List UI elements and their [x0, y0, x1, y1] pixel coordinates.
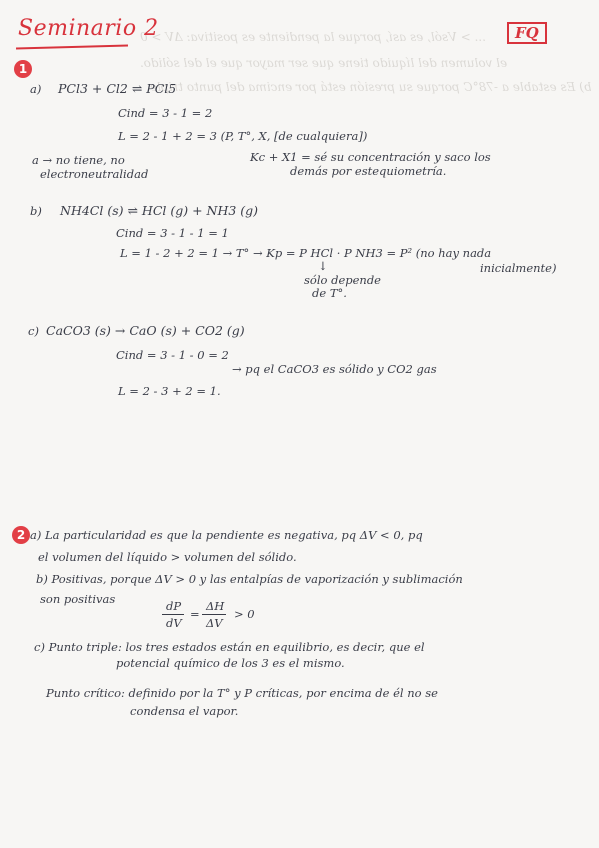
s1c-cind-note: → pq el CaCO3 es sólido y CO2 gas — [232, 362, 437, 376]
s1a-reaction: PCl3 + Cl2 ⇌ PCl5 — [58, 81, 177, 96]
s2-critico-line-1: Punto crítico: definido por la T° y P críticas, por encima de él no se — [46, 686, 438, 700]
section-2-number: 2 — [12, 526, 30, 544]
s1a-cind: Cind = 3 - 1 = 2 — [118, 106, 213, 120]
s2c-line-2: potencial químico de los 3 es el mismo. — [116, 656, 345, 670]
s1a-libertad: L = 2 - 1 + 2 = 3 (P, T°, X, [de cualquiera]) — [118, 129, 368, 143]
fraction-rhs-numerator: ΔH — [206, 599, 225, 613]
s1a-note-right-2: demás por estequiometría. — [290, 164, 447, 178]
s1b-arrow-note-1: sólo depende — [304, 273, 381, 287]
title-underline — [16, 45, 128, 50]
s2b-line-2: son positivas — [40, 592, 116, 606]
page-title: Seminario 2 — [18, 16, 159, 41]
show-through-line-1: ... > Vsól, es así, porque la pendiente es positiva: ΔV > 0 — [140, 30, 486, 44]
fraction-lhs-numerator: dP — [166, 599, 182, 613]
s1b-arrow: ↓ — [318, 259, 328, 273]
s1a-note-left-2: electroneutralidad — [40, 167, 149, 181]
s1c-label: c) — [28, 324, 39, 338]
section-1-number: 1 — [14, 60, 32, 78]
s1b-cind: Cind = 3 - 1 - 1 = 1 — [116, 226, 229, 240]
s2a-line-1: a) La particularidad es que la pendiente es negativa, pq ΔV < 0, pq — [30, 528, 423, 542]
fraction-equals: = — [190, 607, 200, 621]
s1c-libertad: L = 2 - 3 + 2 = 1. — [118, 384, 221, 398]
fraction-lhs-denominator: dV — [166, 616, 182, 630]
s1b-reaction: NH4Cl (s) ⇌ HCl (g) + NH3 (g) — [60, 203, 259, 218]
subject-badge: FQ — [507, 22, 547, 44]
s1a-note-left-1: a → no tiene, no — [32, 153, 125, 167]
s1b-arrow-note-2: de T°. — [312, 286, 347, 300]
show-through-line-2: el volumen del líquido tiene que ser mayor que el del sólido. — [140, 56, 508, 70]
s1c-cind: Cind = 3 - 1 - 0 = 2 — [116, 348, 229, 362]
s2a-line-2: el volumen del líquido > volumen del sólido. — [38, 550, 297, 564]
s2c-line-1: c) Punto triple: los tres estados están en equilibrio, es decir, que el — [34, 640, 425, 654]
fraction-lhs-bar — [162, 614, 184, 615]
s1b-note-right: inicialmente) — [480, 261, 557, 275]
fraction-tail: > 0 — [234, 607, 255, 621]
s1a-note-right-1: Kc + X1 = sé su concentración y saco los — [250, 150, 491, 164]
fraction-rhs-bar — [202, 614, 226, 615]
s1b-label: b) — [30, 204, 42, 218]
show-through-line-3: b) Es estable a -78°C porque su presión está por encima del punto triple — [150, 80, 592, 94]
s2b-line-1: b) Positivas, porque ΔV > 0 y las entalpías de vaporización y sublimación — [36, 572, 463, 586]
s1a-label: a) — [30, 82, 42, 96]
s2-critico-line-2: condensa el vapor. — [130, 704, 239, 718]
fraction-rhs-denominator: ΔV — [206, 616, 223, 630]
s1b-libertad: L = 1 - 2 + 2 = 1 → T° → Kp = P HCl · P NH3 = P² (no hay nada — [120, 246, 492, 260]
s1c-reaction: CaCO3 (s) → CaO (s) + CO2 (g) — [46, 323, 245, 338]
